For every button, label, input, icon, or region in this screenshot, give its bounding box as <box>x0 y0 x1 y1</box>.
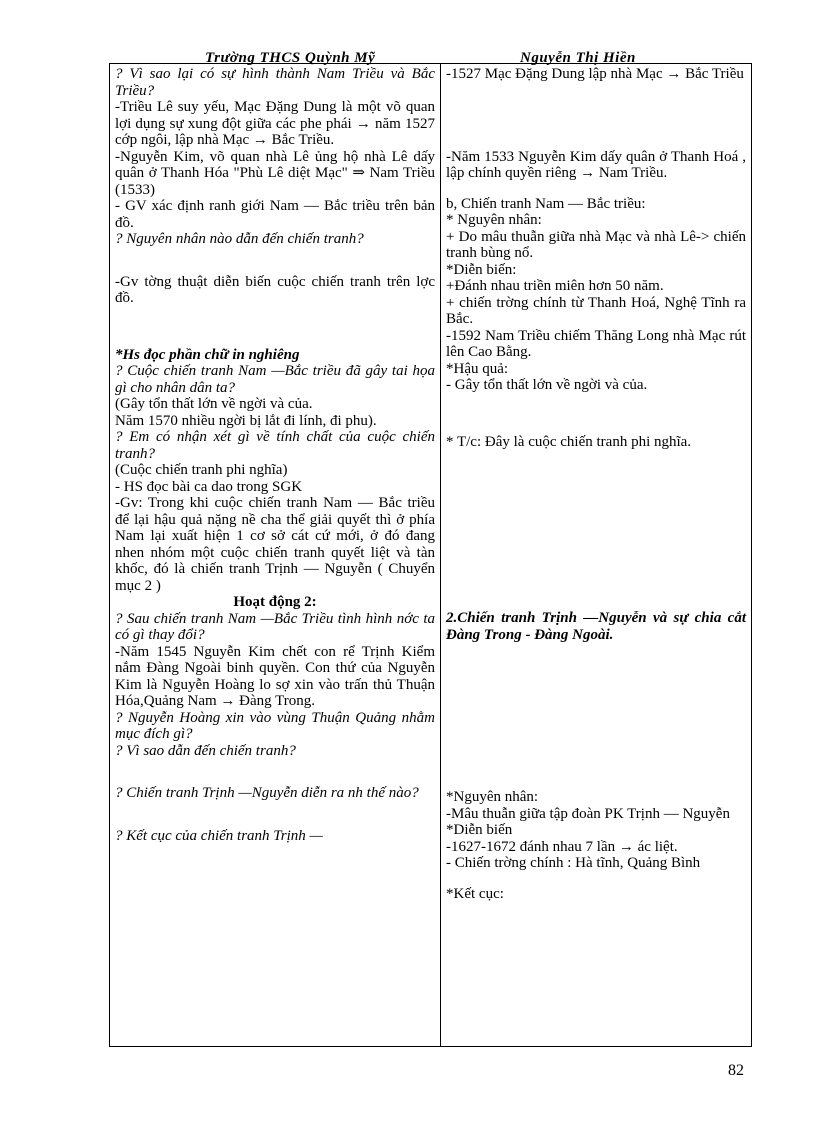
content-line: *Hậu quả: <box>446 360 509 377</box>
paragraph: -Triều Lê suy yếu, Mạc Đặng Dung là một võ quan lợi dụng sự xung đột giữa các phe phái → năm 1527 cớp ngôi, lập nhà Mạc → Bắc Triều. <box>115 99 435 148</box>
question-text: ? Nguyên nhân nào dẫn đến chiến tranh? <box>115 231 364 247</box>
content-line: -1627-1672 đánh nhau 7 lần → ác liệt. <box>446 838 678 855</box>
lesson-content-column <box>441 64 752 1047</box>
content-line: -1592 Nam Triều chiếm Thăng Long nhà Mạc rút lên Cao Bằng. <box>446 327 746 360</box>
question-text: ? Chiến tranh Trịnh —Nguyễn diễn ra nh thế nào? <box>115 785 419 801</box>
section-heading: 2.Chiến tranh Trịnh —Nguyễn và sự chia cắt Đàng Trong - Đàng Ngoài. <box>446 610 746 643</box>
page-number: 82 <box>728 1062 744 1079</box>
content-line: * Nguyên nhân: <box>446 212 542 228</box>
header-author: Nguyễn Thị Hiền <box>520 50 636 66</box>
content-line: - Gây tổn thất lớn về ngời và của. <box>446 377 648 393</box>
paragraph: - HS đọc bài ca dao trong SGK <box>115 478 303 495</box>
header-school: Trường THCS Quỳnh Mỹ <box>205 50 376 66</box>
paragraph: -Năm 1545 Nguyễn Kim chết con rể Trịnh Kiểm nắm Đàng Ngoài binh quyền. Con thứ của Nguyễn Kim là Nguyễn Hoàng lo sợ xin vào trấn thủ Thuận Hóa,Quảng Nam → Đàng Trong. <box>115 643 435 709</box>
activity-heading: Hoạt động 2: <box>233 594 317 610</box>
question-text: ? Em có nhận xét gì về tính chất của cuộc chiến tranh? <box>115 429 435 462</box>
paragraph: -Nguyễn Kim, võ quan nhà Lê ủng hộ nhà Lê dấy quân ở Thanh Hóa "Phù Lê diệt Mạc" ⇒ Nam Triều (1533) <box>115 148 435 198</box>
content-line: b, Chiến tranh Nam — Bắc triều: <box>446 195 646 212</box>
content-line: + chiến trờng chính từ Thanh Hoá, Nghệ Tĩnh ra Bắc. <box>446 294 746 327</box>
paragraph: (Gây tổn thất lớn về ngời và của. <box>115 396 313 412</box>
question-text: ? Vì sao lại có sự hình thành Nam Triều và Bắc Triều? <box>115 66 435 99</box>
paragraph: Năm 1570 nhiều ngời bị lắt đi lính, đi phu). <box>115 412 377 429</box>
content-line: +Đánh nhau triền miên hơn 50 năm. <box>446 278 664 294</box>
content-line: *Kết cục: <box>446 885 504 902</box>
content-line: + Do mâu thuẫn giữa nhà Mạc và nhà Lê-> chiến tranh bùng nổ. <box>446 228 746 261</box>
content-line: *Nguyên nhân: <box>446 789 539 805</box>
content-line: -Mâu thuẫn giữa tập đoàn PK Trịnh — Nguyễn <box>446 805 730 822</box>
question-text: ? Nguyễn Hoàng xin vào vùng Thuận Quảng nhằm mục đích gì? <box>115 709 435 742</box>
paragraph: -Gv: Trong khi cuộc chiến tranh Nam — Bắc triều để lại hậu quả nặng nề cha thể giải quyết thì ở phía Nam lại xuất hiện 1 cơ sở cát cứ mới, ở đó đang nhen nhóm một cuộc chiến tranh quyết liệt và tàn khốc, đó là chiến tranh Trịnh — Nguyễn ( Chuyển mục 2 ) <box>115 495 435 594</box>
section-note: *Hs đọc phần chữ in nghiêng <box>115 346 300 363</box>
teacher-student-activity-column <box>110 64 441 1047</box>
paragraph: (Cuộc chiến tranh phi nghĩa) <box>115 462 288 478</box>
question-text: ? Cuộc chiến tranh Nam —Bắc triều đã gây tai họa gì cho nhân dân ta? <box>115 363 435 396</box>
content-line: *Diễn biến <box>446 822 513 838</box>
question-text: ? Sau chiến tranh Nam —Bắc Triều tình hình nớc ta có gì thay đổi? <box>115 610 435 643</box>
paragraph: -Gv tờng thuật diễn biến cuộc chiến tranh trên lợc đồ. <box>115 273 435 306</box>
content-line: *Diễn biến: <box>446 261 517 278</box>
content-line: -Năm 1533 Nguyễn Kim dấy quân ở Thanh Hoá , lập chính quyền riêng → Nam Triều. <box>446 148 746 181</box>
content-line: * T/c: Đây là cuộc chiến tranh phi nghĩa. <box>446 433 692 450</box>
content-line: - Chiến trờng chính : Hà tĩnh, Quảng Bình <box>446 855 701 871</box>
content-line: -1527 Mạc Đặng Dung lập nhà Mạc → Bắc Triều <box>446 66 744 82</box>
lesson-table <box>109 63 752 1047</box>
paragraph: - GV xác định ranh giới Nam — Bắc triều trên bản đồ. <box>115 198 435 231</box>
question-text: ? Kết cục của chiến tranh Trịnh — <box>115 827 323 844</box>
question-text: ? Vì sao dẫn đến chiến tranh? <box>115 742 296 759</box>
